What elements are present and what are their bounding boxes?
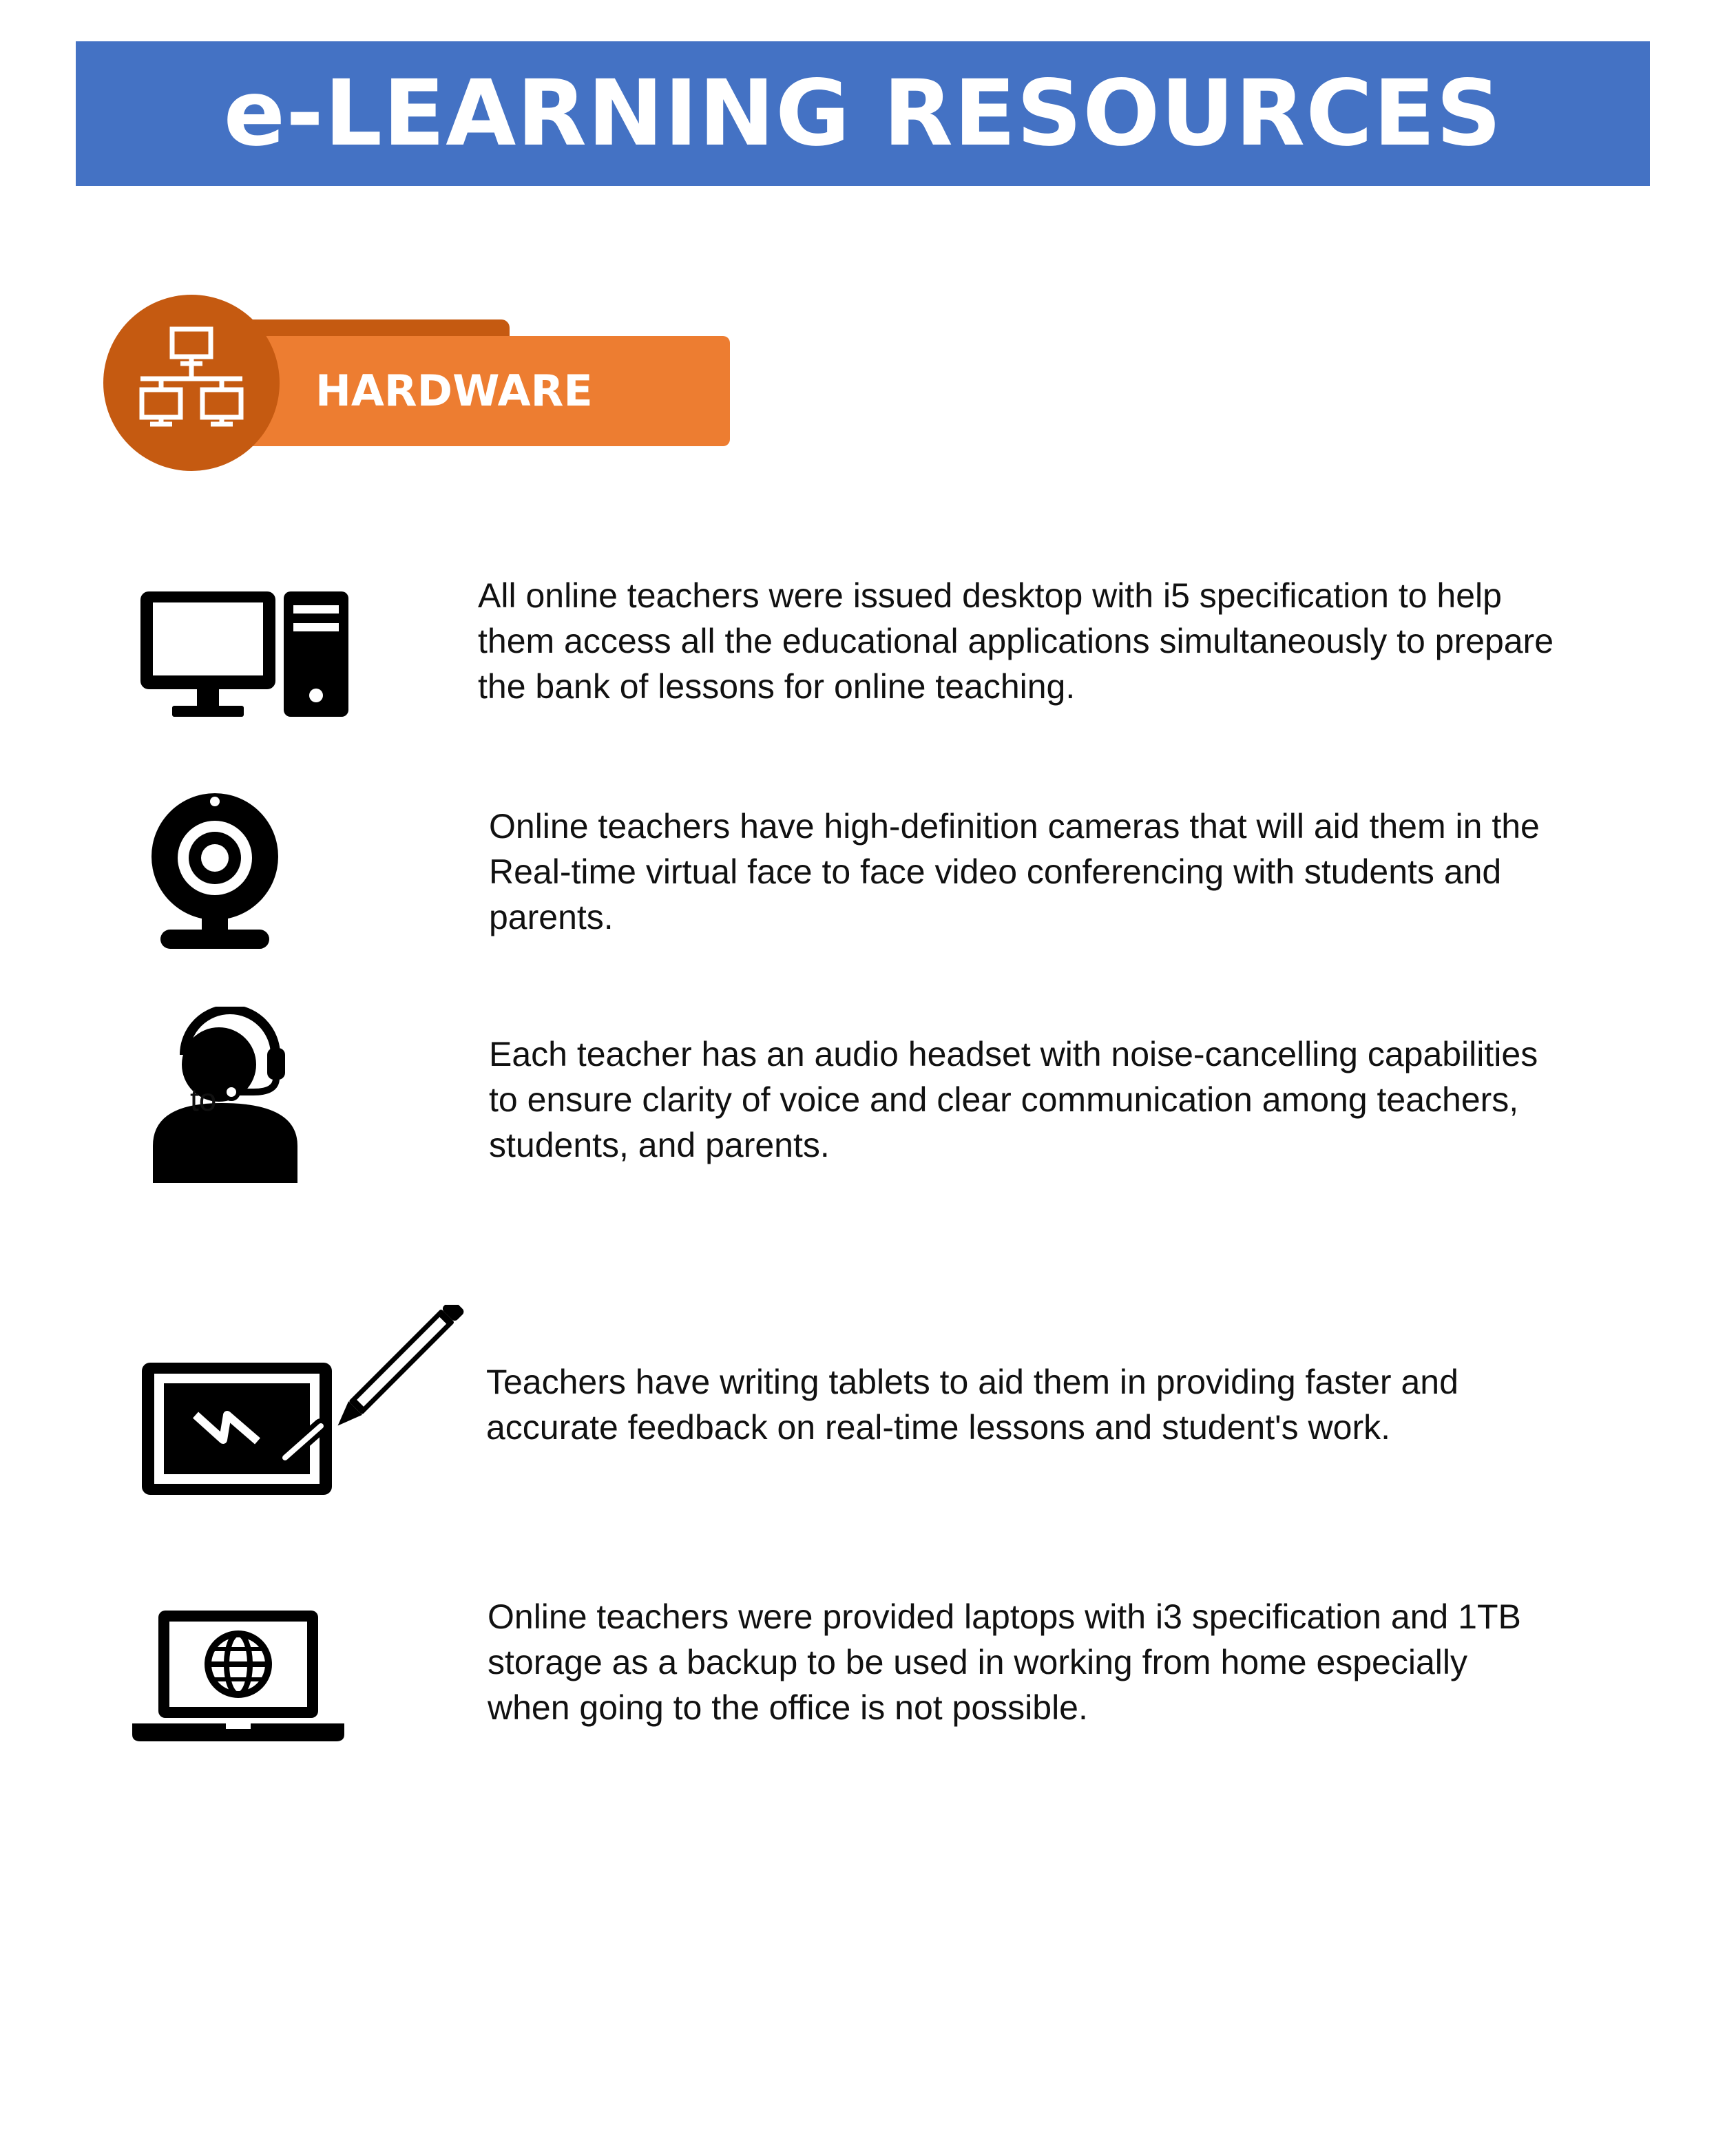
section-label: HARDWARE	[315, 366, 593, 416]
network-computers-icon	[136, 324, 247, 441]
badge-circle	[103, 295, 280, 471]
page-title: e-LEARNING RESOURCES	[223, 61, 1503, 167]
writing-tablet-icon	[140, 1305, 464, 1501]
item-text-webcam: Online teachers have high-definition cameras that will aid them in the Real-time virtual face to face video conferencing with students and parents.	[489, 807, 1540, 936]
section-badge-hardware	[103, 295, 634, 474]
webcam-icon	[148, 792, 286, 954]
item-text-tablet: Teachers have writing tablets to aid them in providing faster and accurate feedback on real-time lessons and student's work.	[486, 1363, 1458, 1447]
item-text-laptop: Online teachers were provided laptops with i3 specification and 1TB storage as a backup to be used in working from home especially when going to the office is not possible.	[488, 1597, 1521, 1727]
headset-user-icon	[150, 1007, 302, 1189]
stray-text: to	[190, 1082, 217, 1118]
laptop-globe-icon	[131, 1608, 351, 1749]
desktop-computer-icon	[138, 589, 351, 723]
item-text-desktop: All online teachers were issued desktop with i5 specification to help them access all the educational applications simultaneously to prepare the bank of lessons for online teaching.	[478, 576, 1554, 706]
item-text-headset: Each teacher has an audio headset with noise-cancelling capabilities to ensure clarity of voice and clear communication among teachers, students, and parents.	[489, 1035, 1538, 1164]
title-banner	[76, 41, 1650, 186]
